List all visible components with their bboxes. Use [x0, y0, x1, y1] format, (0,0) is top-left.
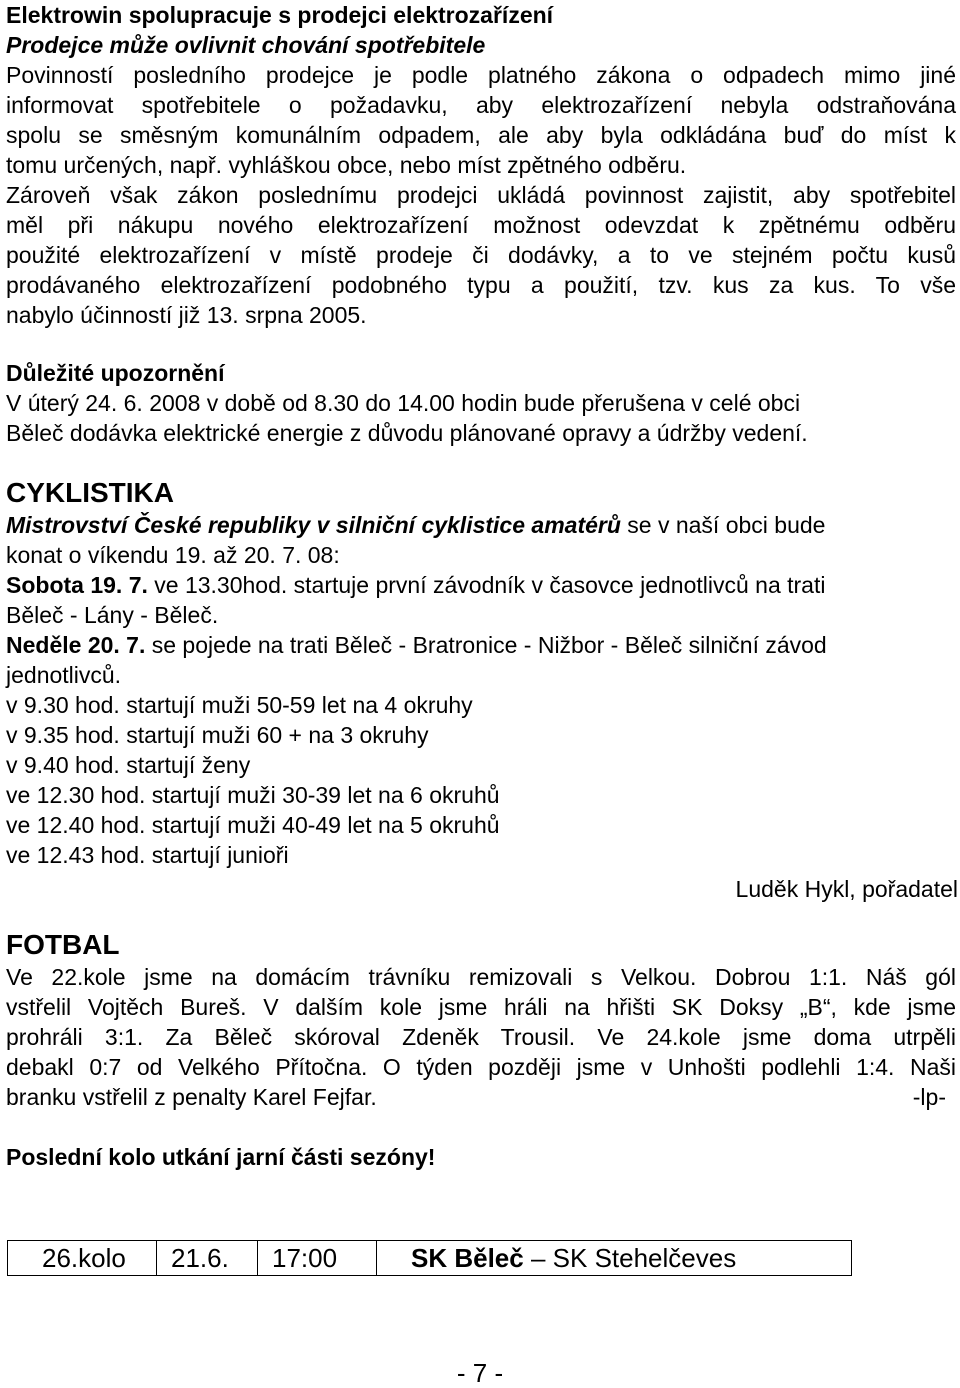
- notice-heading: Důležité upozornění: [6, 360, 225, 386]
- football-last-line: [6, 1082, 956, 1112]
- saturday-info: [6, 570, 956, 600]
- fixture-table: [7, 1240, 852, 1276]
- table-row: [8, 1241, 852, 1276]
- text-line: spolu se směsným komunálním odpadem, ale aby byla odkládána buď do míst k: [6, 122, 956, 148]
- away-team: SK Stehelčeves: [552, 1243, 737, 1273]
- date-cell: 21.6.: [157, 1241, 258, 1276]
- home-team: SK Běleč: [411, 1243, 524, 1273]
- sunday-text: se pojede na trati Běleč - Bratronice - Nižbor - Běleč silniční závod: [145, 632, 827, 658]
- start-time: ve 12.40 hod. startují muži 40-49 let na 5 okruhů: [6, 812, 500, 838]
- notice-line: Běleč dodávka elektrické energie z důvodu plánované opravy a údržby vedení.: [6, 420, 808, 446]
- notice-line: V úterý 24. 6. 2008 v době od 8.30 do 14.00 hodin bude přerušena v celé obci: [6, 390, 801, 416]
- start-time: v 9.30 hod. startují muži 50-59 let na 4 okruhy: [6, 692, 473, 718]
- football-line: branku vstřelil z penalty Karel Fejfar.: [6, 1084, 377, 1110]
- sunday-label: Neděle 20. 7.: [6, 632, 146, 658]
- text-line: měl při nákupu nového elektrozařízení možnost odevzdat k zpětnému odběru: [6, 212, 956, 238]
- match-cell: [377, 1241, 852, 1276]
- text-line: použité elektrozařízení v místě prodeje či dodávky, a to ve stejném počtu kusů: [6, 242, 956, 268]
- start-time: ve 12.30 hod. startují muži 30-39 let na 6 okruhů: [6, 782, 500, 808]
- text-line: Zároveň však zákon poslednímu prodejci ukládá povinnost zajistit, aby spotřebitel: [6, 182, 956, 208]
- cycling-heading: CYKLISTIKA: [6, 477, 174, 508]
- page-number: - 7 -: [456, 1358, 504, 1388]
- time-cell: 17:00: [258, 1241, 377, 1276]
- cycling-intro-line2: konat o víkendu 19. až 20. 7. 08:: [6, 542, 340, 568]
- football-heading: FOTBAL: [6, 929, 120, 960]
- text-line: informovat spotřebitele o požadavku, aby elektrozařízení nebyla odstraňována: [6, 92, 956, 118]
- start-time: ve 12.43 hod. startují junioři: [6, 842, 289, 868]
- article-subtitle: Prodejce může ovlivnit chování spotřebitele: [6, 32, 486, 58]
- sunday-info: [6, 630, 956, 660]
- start-time: v 9.35 hod. startují muži 60 + na 3 okruhy: [6, 722, 429, 748]
- author-initials: -lp-: [912, 1084, 946, 1110]
- sunday-line2: jednotlivců.: [6, 662, 122, 688]
- cycling-intro-rest: se v naší obci bude: [620, 512, 826, 538]
- text-line: nabylo účinností již 13. srpna 2005.: [6, 302, 367, 328]
- article-title: Elektrowin spolupracuje s prodejci elektrozařízení: [6, 2, 554, 28]
- cycling-intro: [6, 510, 956, 540]
- football-line: vstřelil Vojtěch Bureš. V dalším kole jsme hráli na hřišti SK Doksy „B“, kde jsme: [6, 994, 956, 1020]
- start-time: v 9.40 hod. startují ženy: [6, 752, 251, 778]
- championship-name: Mistrovství České republiky v silniční cyklistice amatérů: [6, 512, 621, 538]
- match-separator: –: [523, 1243, 553, 1273]
- football-line: debakl 0:7 od Velkého Přítočna. O týden později jsme v Unhošti podlehli 1:4. Naši: [6, 1054, 956, 1080]
- last-round-heading: Poslední kolo utkání jarní části sezóny!: [6, 1144, 436, 1170]
- organizer-signature: Luděk Hykl, pořadatel: [735, 876, 958, 902]
- text-line: prodávaného elektrozařízení podobného typu a použití, tzv. kus za kus. To vše: [6, 272, 956, 298]
- football-line: prohráli 3:1. Za Běleč skóroval Zdeněk Trousil. Ve 24.kole jsme doma utrpěli: [6, 1024, 956, 1050]
- text-line: Povinností posledního prodejce je podle platného zákona o odpadech mimo jiné: [6, 62, 956, 88]
- saturday-line2: Běleč - Lány - Běleč.: [6, 602, 219, 628]
- text-line: tomu určených, např. vyhláškou obce, nebo míst zpětného odběru.: [6, 152, 687, 178]
- saturday-text: ve 13.30hod. startuje první závodník v časovce jednotlivců na trati: [147, 572, 826, 598]
- round-cell: 26.kolo: [8, 1241, 157, 1276]
- saturday-label: Sobota 19. 7.: [6, 572, 148, 598]
- page-content: [6, 0, 956, 1172]
- football-line: Ve 22.kole jsme na domácím trávníku remizovali s Velkou. Dobrou 1:1. Náš gól: [6, 964, 956, 990]
